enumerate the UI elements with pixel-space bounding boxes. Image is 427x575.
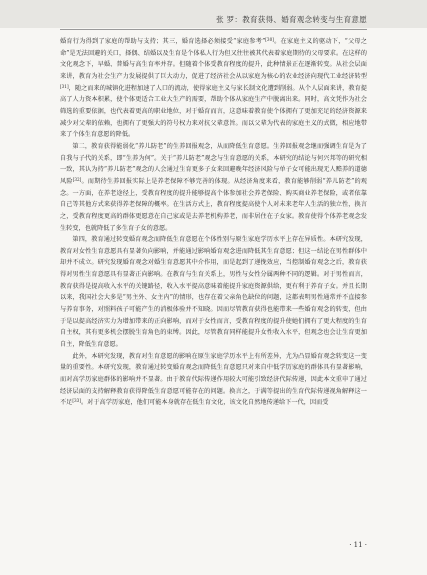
paragraph-4-text-end: 。对于高学历家庭，他们可能本身就存在低生育文化，该文化自然地传递给下一代，因而受 <box>80 399 329 407</box>
citation-32: [32] <box>72 176 82 182</box>
paragraph-1 <box>60 36 367 141</box>
paragraph-3-text: 第四，教育通过转变婚育观念而降低生育意愿在个体性别与原生家庭学历水平上存在异质性。本研究发现，教育对女性生育意愿具有显著负向影响，并能通过影响婚育观念进而降低其生育意愿；但这一结论在男性群体中却并不成立。研究发现婚育观念对婚生育意愿其中介作用，而是起到了递挽效应，当控制婚育观念之后，教育获得对男性生育意愿具有显著正向影响。在教育与生育关系上，男性与女性分属两种不同的逻辑。对于男性而言，教育获得是提高收入水平的关键路径，收入水平提高意味着能提升家庭资源供给，更有利于养育子女。并且长期以来，我国社会大多是“男主外、女主内”的情形，也存在着父亲角色缺位的问题，这都表明男性通常并不直接参与养育事务，对照料孩子可能产生的消极体验并不知晓。因而尽管教育获得也能带来一些婚育观念的转变，但由于是以提高经济实力为增加带来的正向影响，而对于女性而言，受教育程度的提升使她们拥有了更大程度的生育自主权，其有更多机会摆脱生育角色的束缚。因此，尽管教育同样能提升女性收入水平，但观念也会让生育更加自主，降低生育意愿。 <box>60 236 367 349</box>
citation-30: [30] <box>265 37 274 42</box>
paragraph-1-text-cont: 。在家庭主义的驱动下，“父母之命”是无法回避的关口，择偶、结婚以及生育是个体私人行为但又往往被其代表着家庭期待的父母要求。在这样的文化观念下，早婚、普婚与高生育率并存。但随着个体受教育程度的提升，此种情景正在逐渐转变。从社会层面来讲，教育为社会生产力发展提供了巨大动力，促进了经济社会从以家庭为核心的农业经济向现代工业经济转型 <box>60 38 367 80</box>
page-number: · 11 · <box>349 541 367 549</box>
paragraph-2-text-end: 。而期待生养回报实际上是养老保障不够完善的体现。从经济角度来看，教育能够削弱“养儿防老”的观念。一方面，在养老途径上，受教育程度的提升能够提高个体参加社会养老保险、购买商业养老保险，或者依靠自己等其他方式来获得养老保障的概率。在生活方式上，教育程度提高使个人对未来老年人生活的独立性，换言之，受教育程度更高的群体更愿意在自己家或是去养老机构养老，而非居住在子女家。教育使得个体养老观念发生转变，也就降低了多生育子女的意愿。 <box>60 177 367 232</box>
paragraph-1-text: 婚育行为得到了家庭的帮助与支持；其三，婚育选择必须接受“家庭参考” <box>60 38 266 45</box>
running-header-title: 张 罗：教育获得、婚育观念转变与生育意愿 <box>216 15 367 24</box>
citation-31: [31] <box>60 83 69 89</box>
paragraph-4-text: 此外，本研究发现，教育对生育意愿的影响在原生家庭学历水平上有所差异，尤为凸显婚育观念转变这一变量的重要性。本研究发现，教育通过转变婚育观念而降低生育意愿只对来自中低学历家庭的群体具有显著影响，而对高学历家庭群体的影响并不显著。由于教育代际传递作用较大可能引致经济代际传递，因此本文重申了通过经济层面的支持解释教育获得降低生育意愿可能存在的问题。换言之，于满等提出的生育代际传递视角解释这一不足 <box>60 352 367 407</box>
paragraph-3 <box>60 234 367 351</box>
article-body <box>60 36 367 409</box>
paragraph-2-text: 第二，教育获得能弱化“养儿防老”的生养回报观念，从而降低生育意愿。生养回报观念继而强调生育是为了自我与子代的关系，即“生养为何”。关于“养儿防老”观念与生育意愿的关系，本研究的结论与何兴邦等的研究相一致，其认为持“养儿防老”观念的人会通过生育更多子女来回避晚年经济风险与单子女可能出现无人赡养的道德风险 <box>60 142 367 185</box>
paragraph-4 <box>60 351 367 409</box>
citation-33: [33] <box>72 398 81 404</box>
running-header <box>0 0 427 28</box>
header-divider <box>60 29 367 30</box>
paragraph-1-text-end: ，随之而来的城镇化进程加速了人口的流动，使得家庭主义与家长制文化遭到削弱。从个人层面来讲，教育提高了人力资本积累，使个体更适合工业大生产的需要，帮助个体从家庭生产中脱离出来。同时，高文凭作为社会筛选的重要依据，也代表着更高的职业地位，对于婚育而言，这意味着教育使个体拥有了更加充足的经济资源来减少对父辈的依赖，也拥有了更强大的符号权力来对抗父辈意旨。而以父辈为代表的家庭主义的式微，相应地带来了个体生育意愿的降低。 <box>60 84 367 139</box>
paragraph-2 <box>60 141 367 234</box>
